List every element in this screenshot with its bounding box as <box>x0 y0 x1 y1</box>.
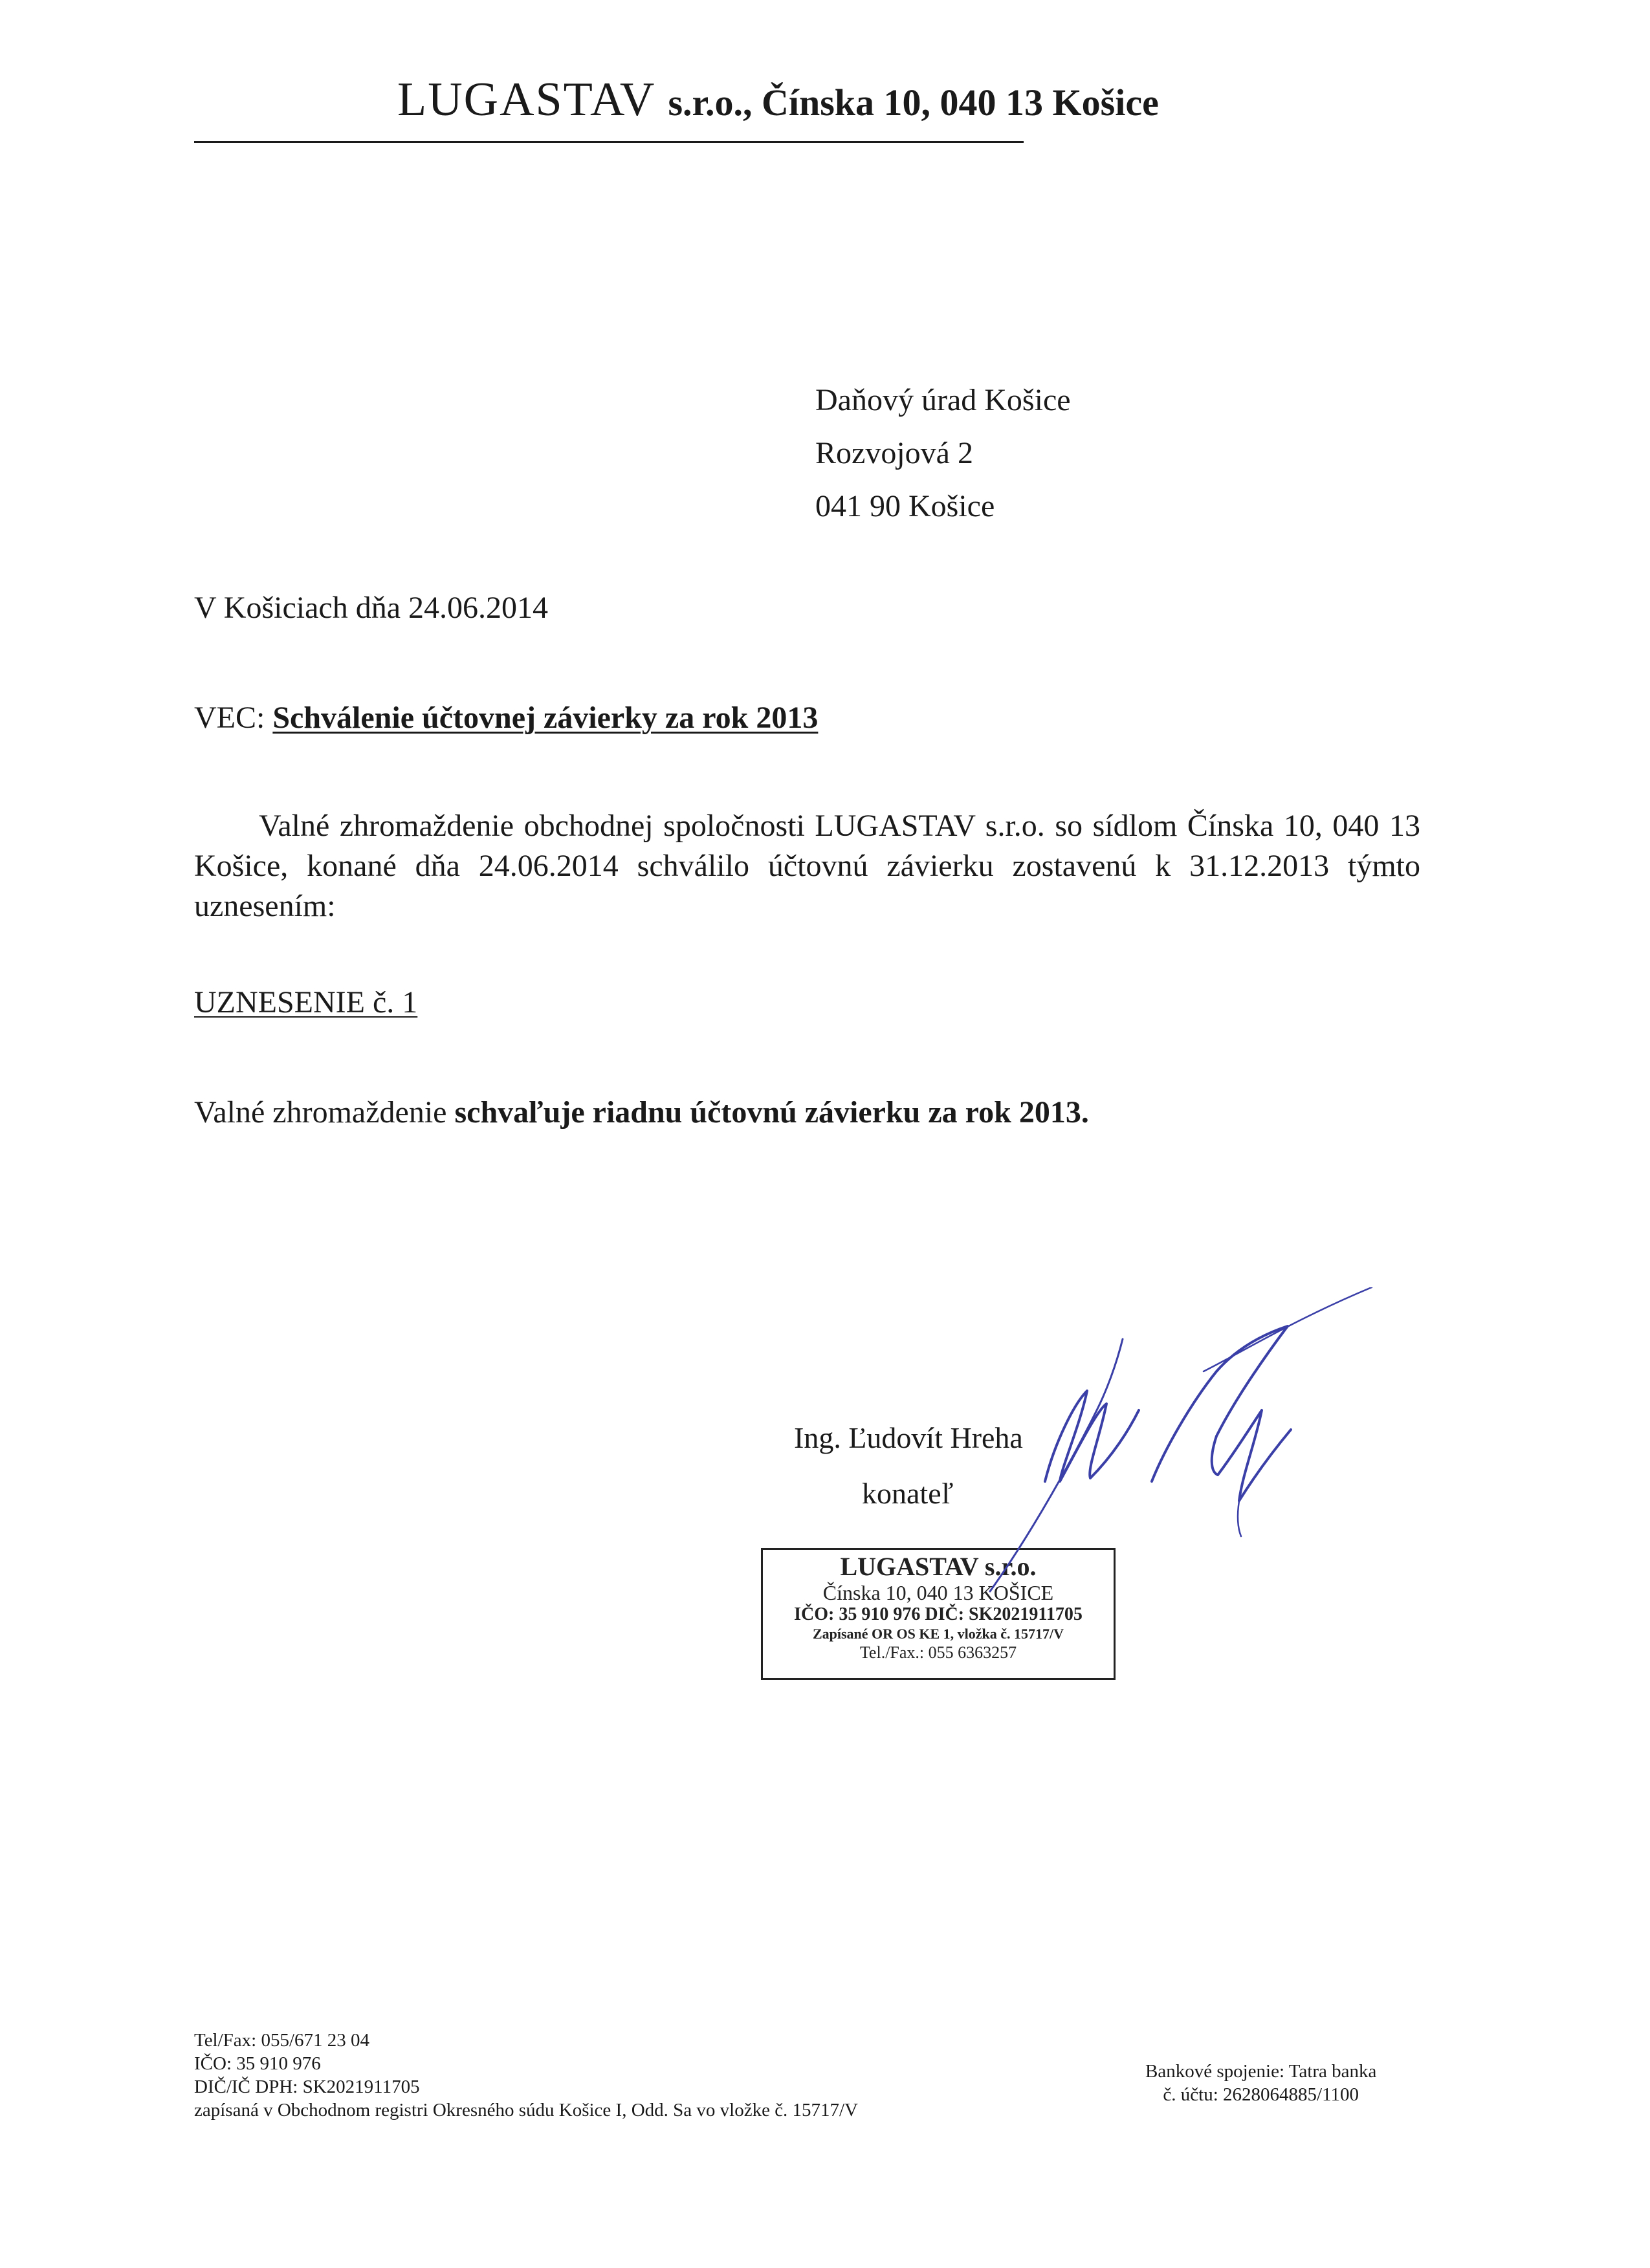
footer-account: č. účtu: 2628064885/1100 <box>1163 2084 1359 2105</box>
letterhead-company: LUGASTAV <box>397 73 655 126</box>
stamp-name: LUGASTAV s.r.o. <box>840 1552 1037 1581</box>
signature-strokes <box>990 1287 1372 1591</box>
footer-registry: zapísaná v Obchodnom registri Okresného súdu Košice I, Odd. Sa vo vložke č. 15717/V <box>194 2100 859 2121</box>
stamp-address: Čínska 10, 040 13 KOŠICE <box>822 1581 1054 1604</box>
stamp-registration: Zapísané OR OS KE 1, vložka č. 15717/V <box>812 1626 1064 1642</box>
signature-stroke-4 <box>1204 1287 1372 1371</box>
recipient-line-2: Rozvojová 2 <box>815 436 973 470</box>
letterhead-address: s.r.o., Čínska 10, 040 13 Košice <box>668 82 1159 124</box>
place-date: V Košiciach dňa 24.06.2014 <box>194 591 549 625</box>
signature-stroke-3 <box>1152 1326 1291 1501</box>
letterhead <box>397 72 1159 127</box>
footer-company-info <box>194 2029 858 2122</box>
letterhead-divider <box>194 141 1024 143</box>
footer-bank: Bankové spojenie: Tatra banka <box>1145 2061 1377 2082</box>
resolution-text-bold: schvaľuje riadnu účtovnú závierku za rok 2013. <box>454 1095 1089 1129</box>
body-text: Valné zhromaždenie obchodnej spoločnosti LUGASTAV s.r.o. so sídlom Čínska 10, 040 13 Košice, konané dňa 24.06.2014 schválilo účtovnú závierku zostavenú k 31.12.2013 týmto uznesením: <box>194 809 1420 923</box>
signer-name: Ing. Ľudovít Hreha <box>794 1421 1023 1454</box>
footer-bank-info <box>1145 2060 1376 2106</box>
footer-ico: IČO: 35 910 976 <box>194 2053 321 2074</box>
recipient-line-1: Daňový úrad Košice <box>815 383 1071 417</box>
signer-role: konateľ <box>862 1477 954 1510</box>
footer-dic: DIČ/IČ DPH: SK2021911705 <box>194 2077 420 2097</box>
handwritten-signature <box>984 1287 1385 1598</box>
resolution-text-prefix: Valné zhromaždenie <box>194 1095 455 1129</box>
footer-tel: Tel/Fax: 055/671 23 04 <box>194 2030 370 2051</box>
stamp-ids: IČO: 35 910 976 DIČ: SK2021911705 <box>794 1604 1083 1624</box>
subject-line <box>194 700 818 736</box>
subject-label: VEC: <box>194 701 265 735</box>
stamp-tel: Tel./Fax.: 055 6363257 <box>859 1643 1017 1662</box>
signature-stroke-5 <box>1238 1501 1241 1536</box>
resolution-title: UZNESENIE č. 1 <box>194 985 418 1020</box>
signature-stroke-2 <box>1045 1391 1139 1481</box>
recipient-address <box>815 374 1071 533</box>
subject-text: Schválenie účtovnej závierky za rok 2013 <box>272 701 819 735</box>
body-paragraph <box>194 806 1420 926</box>
resolution-text <box>194 1095 1089 1130</box>
recipient-line-3: 041 90 Košice <box>815 489 995 523</box>
